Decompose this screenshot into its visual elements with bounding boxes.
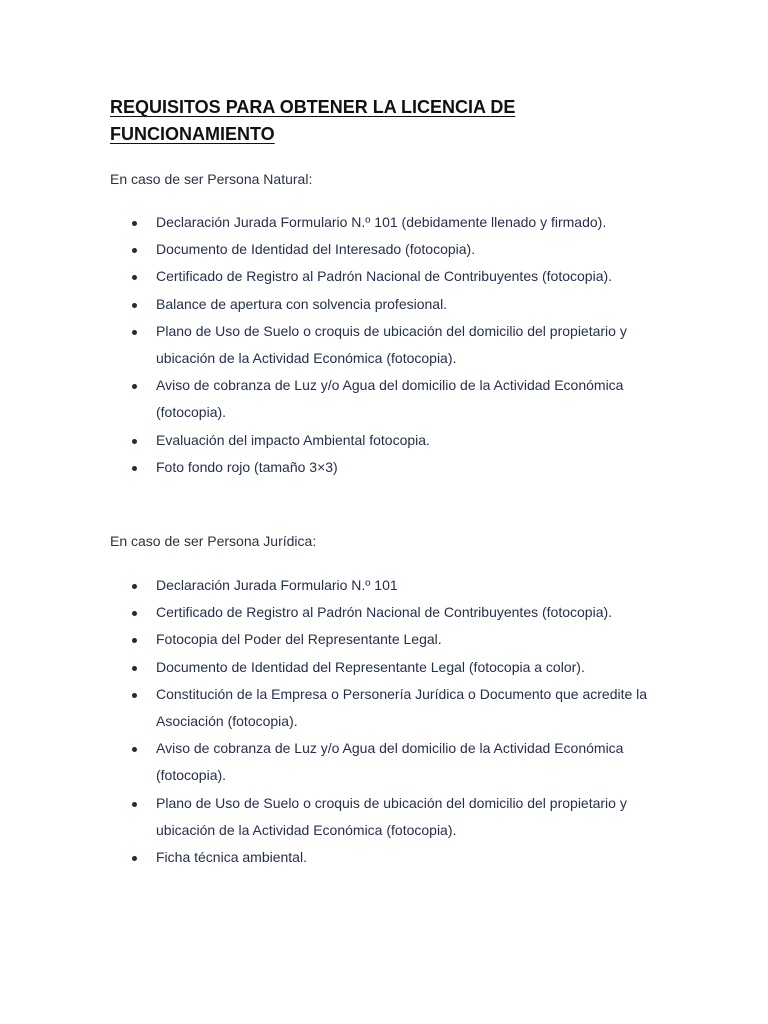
list-item bbox=[110, 599, 670, 626]
list-item bbox=[110, 427, 670, 454]
section-label-persona-natural: En caso de ser Persona Natural: bbox=[110, 171, 313, 187]
list-item-text: Constitución de la Empresa o Personería Jurídica o Documento que acredite la Asociación (fotocopia). bbox=[156, 685, 648, 730]
bullet-icon bbox=[132, 221, 137, 226]
list-item-text: Certificado de Registro al Padrón Nacional de Contribuyentes (fotocopia). bbox=[156, 268, 613, 285]
list-item-text: Foto fondo rojo (tamaño 3×3) bbox=[156, 458, 338, 475]
title-line-1: REQUISITOS PARA OBTENER LA LICENCIA DE bbox=[110, 97, 516, 117]
bullet-icon bbox=[132, 330, 137, 335]
bullet-icon bbox=[132, 747, 137, 752]
list-item bbox=[110, 372, 670, 426]
bullet-icon bbox=[132, 275, 137, 280]
list-item bbox=[110, 844, 670, 871]
bullet-icon bbox=[132, 439, 137, 444]
list-item bbox=[110, 790, 670, 844]
bullet-icon bbox=[132, 802, 137, 807]
list-item-text: Declaración Jurada Formulario N.º 101 bbox=[156, 577, 398, 593]
list-item bbox=[110, 572, 670, 599]
document-title bbox=[110, 94, 670, 148]
list-item-text: Documento de Identidad del Interesado (fotocopia). bbox=[156, 241, 476, 258]
requirements-list-natural bbox=[110, 209, 670, 481]
list-item bbox=[110, 681, 670, 735]
list-item-text: Plano de Uso de Suelo o croquis de ubicación del domicilio del propietario y ubicación de la Actividad Económica (fotocopia). bbox=[156, 322, 627, 367]
bullet-icon bbox=[132, 638, 137, 643]
list-item bbox=[110, 318, 670, 372]
list-item bbox=[110, 654, 670, 681]
list-item-text: Aviso de cobranza de Luz y/o Agua del domicilio de la Actividad Económica (fotocopia). bbox=[156, 377, 624, 421]
bullet-icon bbox=[132, 303, 137, 308]
bullet-icon bbox=[132, 611, 137, 616]
section-label-persona-juridica: En caso de ser Persona Jurídica: bbox=[110, 533, 317, 549]
list-item-text: Fotocopia del Poder del Representante Legal. bbox=[156, 631, 442, 648]
list-item-text: Ficha técnica ambiental. bbox=[156, 849, 307, 866]
title-line-2: FUNCIONAMIENTO bbox=[110, 124, 275, 144]
list-item-text: Plano de Uso de Suelo o croquis de ubicación del domicilio del propietario y ubicación de la Actividad Económica (fotocopia). bbox=[156, 794, 627, 838]
list-item bbox=[110, 209, 670, 236]
list-item-text: Aviso de cobranza de Luz y/o Agua del domicilio de la Actividad Económica (fotocopia). bbox=[156, 740, 624, 784]
bullet-icon bbox=[132, 248, 137, 253]
bullet-icon bbox=[132, 693, 137, 698]
list-item-text: Evaluación del impacto Ambiental fotocopia. bbox=[156, 431, 430, 448]
list-item bbox=[110, 454, 670, 481]
bullet-icon bbox=[132, 856, 137, 861]
list-item bbox=[110, 735, 670, 789]
bullet-icon bbox=[132, 384, 137, 389]
requirements-list-juridica bbox=[110, 572, 670, 871]
list-item-text: Balance de apertura con solvencia profesional. bbox=[156, 295, 448, 312]
bullet-icon bbox=[132, 466, 137, 471]
list-item bbox=[110, 291, 670, 318]
list-item bbox=[110, 263, 670, 290]
list-item bbox=[110, 236, 670, 263]
list-item-text: Declaración Jurada Formulario N.º 101 (debidamente llenado y firmado). bbox=[156, 214, 607, 230]
list-item bbox=[110, 626, 670, 653]
bullet-icon bbox=[132, 666, 137, 671]
list-item-text: Documento de Identidad del Representante Legal (fotocopia a color). bbox=[156, 658, 585, 675]
list-item-text: Certificado de Registro al Padrón Nacional de Contribuyentes (fotocopia). bbox=[156, 604, 613, 621]
bullet-icon bbox=[132, 584, 137, 589]
